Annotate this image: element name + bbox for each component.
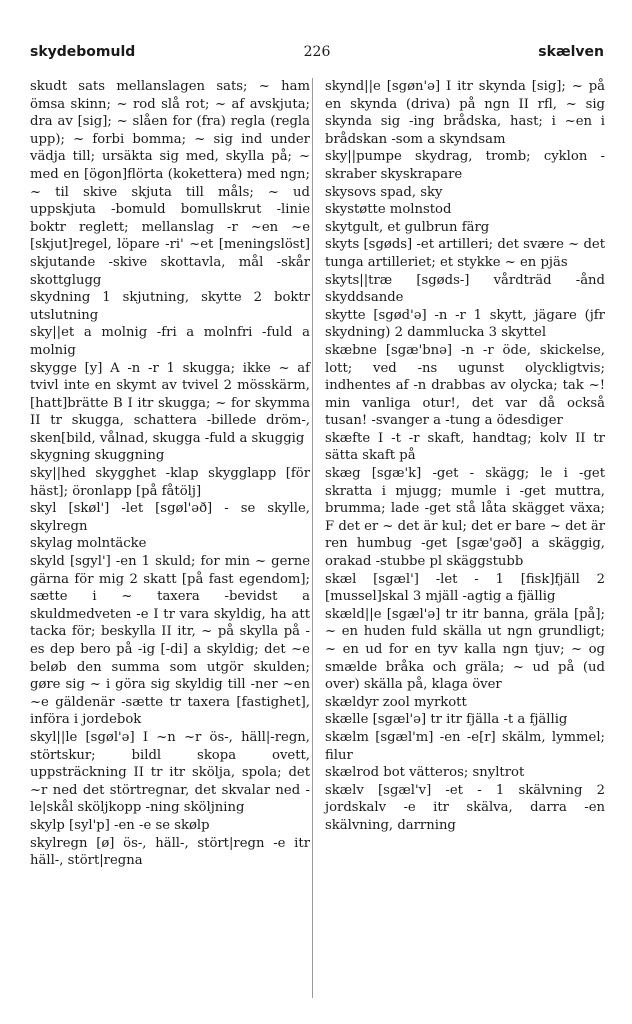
- dictionary-entry: skystøtte molnstod: [325, 202, 452, 218]
- dictionary-entry: skælm [sgæl'm] -en -e[r] skälm, lymmel; filur: [325, 729, 605, 763]
- dictionary-entry: sky||pumpe skydrag, tromb; cyklon -skraber skyskrapare: [325, 149, 605, 182]
- dictionary-entry: skytgult, et gulbrun färg: [325, 219, 490, 235]
- dictionary-entry: skældyr zool myrkott: [325, 694, 467, 710]
- header-guide-word-right: skælven: [538, 44, 604, 60]
- dictionary-entry: sky||hed skygghet -klap skygglapp [för häst]; öronlapp [på fåtölj]: [30, 466, 310, 499]
- dictionary-entry: skæg [sgæ'k] -get - skägg; le i -get skratta i mjugg; mumle i -get muttra, brumma; lade -get stå låta skägget växa; F det er ~ det är kul; det er bare ~ det är ren humbug -get [sgæ'gəð] a skäggig, orakad -stubbe pl skäggstubb: [325, 466, 605, 570]
- dictionary-entry: skynd||e [sgøn'ə] I itr skynda [sig]; ~ på en skynda (driva) på ngn II rfl, ~ sig skynda sig -ing brådska, hast; i ~en i brådskan -som a skyndsam: [325, 79, 605, 147]
- dictionary-entry: skylag molntäcke: [30, 536, 147, 552]
- dictionary-entry: skæfte I -t -r skaft, handtag; kolv II tr sätta skaft på: [325, 430, 605, 464]
- dictionary-entry: skælle [sgæl'ə] tr itr fjälla -t a fjällig: [325, 712, 568, 728]
- dictionary-entry: skydning 1 skjutning, skytte 2 boktr utslutning: [30, 290, 310, 323]
- right-column: [325, 78, 605, 835]
- left-column: [30, 78, 310, 870]
- dictionary-entry: skygge [y] A -n -r 1 skugga; ikke ~ af tvivl inte en skymt av tvivel 2 mösskärm, [hatt]brätte B I itr skugga; ~ for skymma II tr skugga, schattera -billede dröm-, sken[bild, vålnad, skugga -fuld a skuggig: [30, 360, 310, 446]
- dictionary-entry: sky||et a molnig -fri a molnfri -fuld a molnig: [30, 325, 310, 358]
- column-divider: [312, 78, 313, 998]
- header-guide-word-left: skydebomuld: [30, 44, 136, 60]
- dictionary-entry: skyts [sgøds] -et artilleri; det svære ~ det tunga artilleriet; et stykke ~ en pjäs: [325, 237, 605, 270]
- dictionary-entry: skygning skuggning: [30, 448, 165, 464]
- dictionary-entry: skylregn [ø] ös-, häll-, stört|regn -e itr häll-, stört|regna: [30, 835, 310, 869]
- page-header: [30, 44, 604, 66]
- dictionary-entry: skylp [syl'p] -en -e se skølp: [30, 817, 210, 833]
- dictionary-entry: skælv [sgæl'v] -et - 1 skälvning 2 jordskalv -e itr skälva, darra -en skälvning, darrning: [325, 782, 605, 833]
- dictionary-entry: skytte [sgød'ə] -n -r 1 skytt, jägare (jfr skydning) 2 dammlucka 3 skyttel: [325, 307, 605, 341]
- dictionary-entry: skyl [skøl'] -let [sgøl'əð] - se skylle, skylregn: [30, 501, 310, 534]
- dictionary-entry: skæld||e [sgæl'ə] tr itr banna, gräla [på]; ~ en huden fuld skälla ut ngn grundligt; ~ en ud for en tyv kalla ngn tjuv; ~ og smælde bråka och gräla; ~ ud på (ud over) skälla på, klaga över: [325, 606, 605, 693]
- dictionary-entry: skæl [sgæl'] -let - 1 [fisk]fjäll 2 [mussel]skal 3 mjäll -agtig a fjällig: [325, 571, 605, 605]
- dictionary-entry: skysovs spad, sky: [325, 184, 443, 200]
- dictionary-entry: skudt sats mellanslagen sats; ~ ham ömsa skinn; ~ rod slå rot; ~ af avskjuta; dra av [sig]; ~ slåen for (fra) regla (regla upp); ~ forbi bomma; ~ sig ind under vädja till; ursäkta sig med, skylla på; ~ med en [ögon]flörta (kokettera) med ngn; ~ til skive skjuta till måls; ~ ud uppskjuta -bomuld bomullskrut -linie boktr reglett; mellanslag -r ~en ~e [skjut]regel, löpare -ri' ~et [meningslöst] skjutande -skive skottavla, mål -skår skottglugg: [30, 79, 310, 288]
- dictionary-entry: skæbne [sgæ'bnə] -n -r öde, skickelse, lott; ved -ns ugunst olyckligtvis; indhentes af -n drabbas av olycka; tak ~! min vanliga otur!, det var då också tusan! -svanger a -tung a ödesdiger: [325, 342, 605, 429]
- dictionary-entry: skyl||le [sgøl'ə] I ~n ~r ös-, häll|-regn, störtskur; bildl skopa ovett, uppsträckning II tr itr skölja, spola; det ~r ned det störtregnar, det skvalar ned -le|skål sköljkopp -ning sköljning: [30, 729, 310, 816]
- dictionary-entry: skyts||træ [sgøds-] vårdträd -ånd skyddsande: [325, 272, 605, 306]
- dictionary-entry: skælrod bot vätteros; snyltrot: [325, 765, 525, 781]
- page-number: 226: [303, 44, 331, 60]
- dictionary-entry: skyld [sgyl'] -en 1 skuld; for min ~ gerne gärna för mig 2 skatt [på fast egendom]; sætte i ~ taxera -bevidst a skuldmedveten -e I tr vara skyldig, ha att tacka för; beskylla II itr, ~ på skylla på -es dep bero på -ig [-di] a skyldig; det ~e beløb den summa som utgör skulden; gøre sig ~ i göra sig skyldig till -ner ~en ~e gäldenär -sætte tr taxera [fastighet], införa i jordebok: [30, 554, 310, 728]
